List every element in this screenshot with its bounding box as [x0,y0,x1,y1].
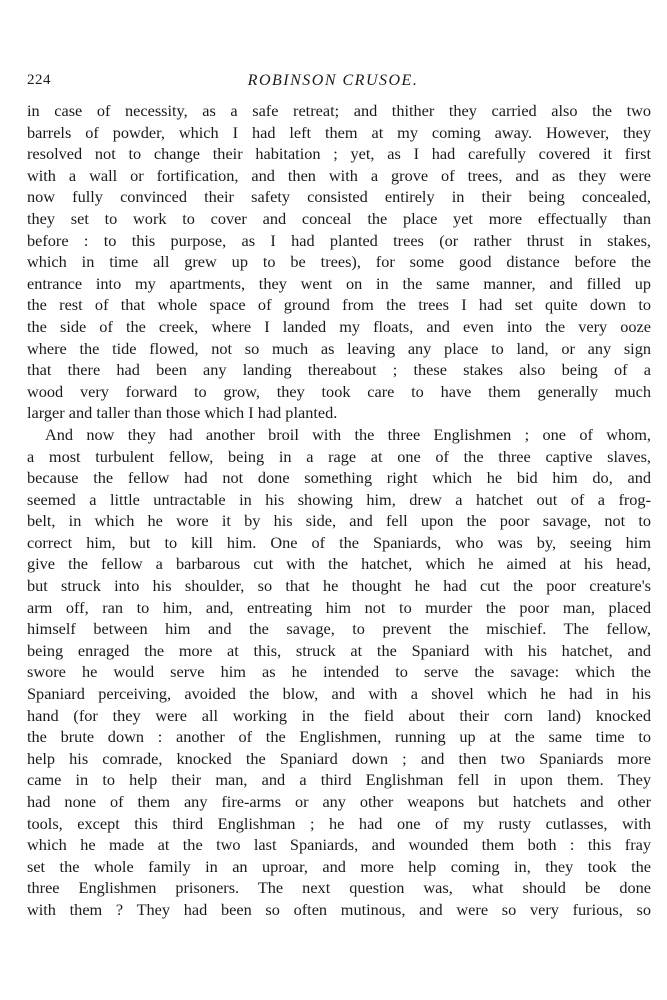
text-line: that there had been any landing thereabout ; these stakes also being of a [27,360,651,380]
running-title: ROBINSON CRUSOE. [247,72,419,89]
text-line: give the fellow a barbarous cut with the hatchet, which he aimed at his head, [27,554,651,574]
text-line: the brute down : another of the Englishmen, running up at the same time to [27,727,651,747]
text-line: the side of the creek, where I landed my floats, and even into the very ooze [27,316,651,336]
text-line: being enraged the more at this, struck at the Spaniard with his hatchet, and [27,640,651,660]
text-line: before : to this purpose, as I had planted trees (or rather thrust in stakes, [27,230,651,250]
text-line: hand (for they were all working in the field about their corn land) knocked [27,705,651,725]
text-line: correct him, but to kill him. One of the Spaniards, who was by, seeing him [27,532,651,552]
text-line: but struck into his shoulder, so that he thought he had cut the poor creature's [27,576,651,596]
body-text [27,100,651,921]
page-number: 224 [27,72,51,88]
text-line: swore he would serve him as he intended to serve the savage: which the [27,662,651,682]
text-line: help his comrade, knocked the Spaniard down ; and then two Spaniards more [27,748,651,768]
text-line: had none of them any fire-arms or any other weapons but hatchets and other [27,792,651,811]
text-line: tools, except this third Englishman ; he had one of my rusty cutlasses, with [27,813,651,833]
text-line: with them ? They had been so often mutinous, and were so very furious, so [27,899,651,919]
text-line: entrance into my apartments, they went on in the same manner, and filled up [27,273,651,293]
running-head [27,72,639,94]
text-line: Spaniard perceiving, avoided the blow, and with a shovel which he had in his [27,684,651,704]
text-line: three Englishmen prisoners. The next question was, what should be done [27,878,651,898]
text-line: they set to work to cover and conceal the place yet more effectually than [27,208,651,228]
text-line: now fully convinced their safety consisted entirely in their being concealed, [27,187,651,207]
text-line: belt, in which he wore it by his side, and fell upon the poor savage, not to [27,511,651,531]
text-line: barrels of powder, which I had left them at my coming away. However, they [27,122,651,142]
text-line: in case of necessity, as a safe retreat; and thither they carried also the two [27,101,651,120]
text-line: resolved not to change their habitation ; yet, as I had carefully covered it first [27,144,651,164]
text-line: And now they had another broil with the three Englishmen ; one of whom, [45,424,651,444]
text-line: which he made at the two last Spaniards, and wounded them both : this fray [27,835,651,855]
text-line: the rest of that whole space of ground from the trees I had set quite down to [27,295,651,315]
text-line: because the fellow had not done something right which he bid him do, and [27,468,651,488]
text-line: larger and taller than those which I had planted. [27,403,338,423]
text-line: where the tide flowed, not so much as leaving any place to land, or any sign [27,338,651,358]
text-line: himself between him and the savage, to prevent the mischief. The fellow, [27,619,651,639]
text-line: wood very forward to grow, they took care to have them generally much [27,381,651,401]
text-line: came in to help their man, and a third Englishman fell in upon them. They [27,770,651,790]
text-line: which in time all grew up to be trees), for some good distance before the [27,252,651,272]
text-line: a most turbulent fellow, being in a rage at one of the three captive slaves, [27,446,651,466]
text-line: seemed a little untractable in his showing him, drew a hatchet out of a frog- [27,489,651,509]
text-line: set the whole family in an uproar, and more help coming in, they took the [27,856,651,876]
text-line: arm off, ran to him, and, entreating him not to murder the poor man, placed [27,597,651,617]
text-line: with a wall or fortification, and then with a grove of trees, and as they were [27,165,651,185]
